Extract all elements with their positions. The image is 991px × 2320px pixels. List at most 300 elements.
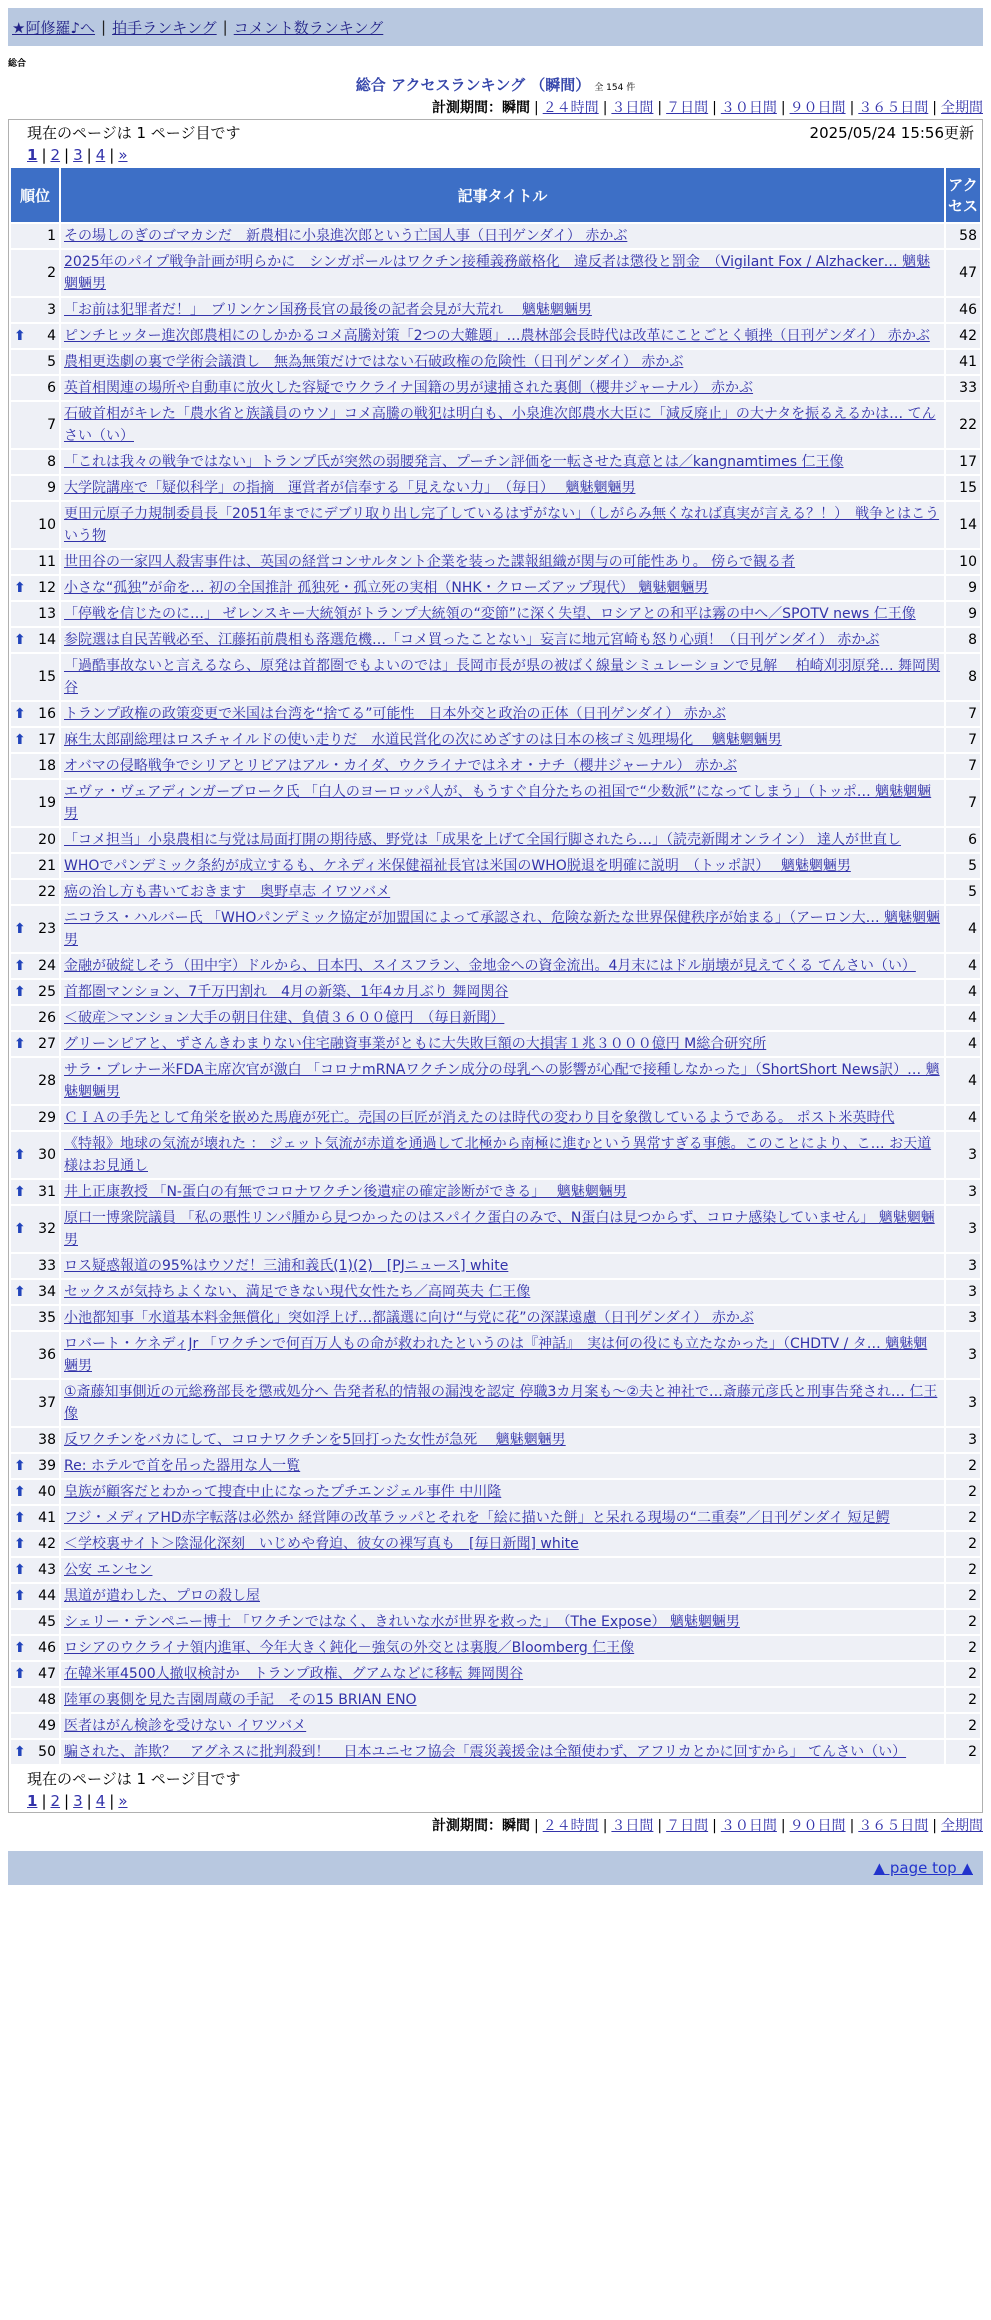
rank-cell bbox=[11, 828, 59, 852]
pager-page-3[interactable]: 3 bbox=[73, 1792, 83, 1810]
table-row bbox=[11, 1380, 980, 1426]
article-link[interactable]: WHOでパンデミック条約が成立するも、ケネディ米保健福祉長官は米国のWHO脱退を明確に説明 （トッポ訳） 魑魅魍魎男 bbox=[64, 858, 851, 874]
rank-number: 23 bbox=[38, 921, 56, 937]
rank-cell bbox=[11, 502, 59, 548]
access-count: 5 bbox=[946, 854, 980, 878]
table-row bbox=[11, 1006, 980, 1030]
access-count: 7 bbox=[946, 780, 980, 826]
rank-cell bbox=[11, 1380, 59, 1426]
rank-number: 36 bbox=[38, 1347, 56, 1363]
nav-link-asyura[interactable]: ★阿修羅♪へ bbox=[12, 18, 96, 37]
title-cell bbox=[61, 402, 944, 448]
article-link[interactable]: ニコラス・ハルバー氏 「WHOパンデミック協定が加盟国によって承認され、危険な新たな世界保健秩序が始まる」（アーロン大… 魑魅魍魎男 bbox=[64, 910, 941, 948]
pager-separator: | bbox=[64, 1792, 70, 1810]
title-cell bbox=[61, 502, 944, 548]
rank-cell bbox=[11, 350, 59, 374]
title-cell bbox=[61, 1380, 944, 1426]
title-cell bbox=[61, 1006, 944, 1030]
pager-next[interactable]: » bbox=[118, 146, 128, 164]
article-link[interactable]: オバマの侵略戦争でシリアとリビアはアル・カイダ、ウクライナではネオ・ナチ（櫻井ジャーナル） 赤かぶ bbox=[64, 758, 737, 774]
rank-cell bbox=[11, 1206, 59, 1252]
access-count: 2 bbox=[946, 1688, 980, 1712]
rank-number: 24 bbox=[38, 958, 56, 974]
table-row bbox=[11, 1610, 980, 1634]
table-row bbox=[11, 1636, 980, 1660]
title-cell bbox=[61, 1688, 944, 1712]
table-row bbox=[11, 1254, 980, 1278]
article-link[interactable]: 「お前は犯罪者だ！」 ブリンケン国務長官の最後の記者会見が大荒れ 魑魅魍魎男 bbox=[64, 302, 592, 318]
period-option[interactable]: ３６５日間 bbox=[858, 100, 929, 116]
table-row bbox=[11, 1558, 980, 1582]
title-cell bbox=[61, 780, 944, 826]
rank-cell bbox=[11, 550, 59, 574]
title-cell bbox=[61, 1532, 944, 1556]
article-link[interactable]: 2025年のパイプ戦争計画が明らかに シンガポールはワクチン接種義務厳格化 違反者は懲役と罰金 （Vigilant Fox / Alzhacker… 魑魅魍魎男 bbox=[64, 254, 931, 292]
article-link[interactable]: サラ・ブレナー米FDA主席次官が激白 「コロナmRNAワクチン成分の母乳への影響が心配で接種しなかった」（ShortShort News訳）… 魑魅魍魎男 bbox=[64, 1062, 940, 1100]
title-cell bbox=[61, 350, 944, 374]
period-separator: | bbox=[780, 100, 786, 116]
rank-cell bbox=[11, 224, 59, 248]
title-cell bbox=[61, 1740, 944, 1764]
table-row bbox=[11, 906, 980, 952]
rank-number: 49 bbox=[38, 1718, 56, 1734]
page-top-link[interactable]: ▲ page top ▲ bbox=[873, 1859, 973, 1877]
pager-page-2[interactable]: 2 bbox=[50, 146, 61, 164]
rank-cell bbox=[11, 576, 59, 600]
title-cell bbox=[61, 1506, 944, 1530]
table-row bbox=[11, 376, 980, 400]
article-link[interactable]: ロス疑惑報道の95%はウソだ！三浦和義氏(1)(2) [PJニュース] white bbox=[64, 1258, 509, 1274]
period-option[interactable]: ３０日間 bbox=[720, 1818, 777, 1834]
article-link[interactable]: 医者はがん検診を受けない イワツバメ bbox=[64, 1718, 307, 1734]
article-link[interactable]: ＜破産＞マンション大手の朝日住建、負債３６００億円 （毎日新聞） bbox=[64, 1010, 505, 1026]
rank-cell bbox=[11, 954, 59, 978]
access-count: 2 bbox=[946, 1480, 980, 1504]
title-cell bbox=[61, 450, 944, 474]
article-link[interactable]: 石破首相がキレた「農水省と族議員のウソ」コメ高騰の戦犯は明白も、小泉進次郎農水大臣に「減反廃止」の大ナタを振るえるかは… てんさい（い） bbox=[64, 406, 936, 444]
rank-number: 12 bbox=[38, 580, 56, 596]
article-link[interactable]: ロシアのウクライナ領内進軍、今年大きく鈍化－強気の外交とは裏腹／Bloomberg 仁王像 bbox=[64, 1640, 635, 1656]
period-option[interactable]: ３日間 bbox=[611, 100, 654, 116]
rank-number: 34 bbox=[38, 1284, 56, 1300]
up-arrow-icon: ⬆ bbox=[14, 1284, 26, 1300]
article-link[interactable]: ①斎藤知事側近の元総務部長を懲戒処分へ 告発者私的情報の漏洩を認定 停職3カ月案も～②夫と神社で…斎藤元彦氏と刑事告発され… 仁王像 bbox=[64, 1384, 938, 1422]
rank-number: 37 bbox=[38, 1395, 56, 1411]
period-separator: | bbox=[533, 100, 539, 116]
title-cell bbox=[61, 1454, 944, 1478]
rank-number: 47 bbox=[38, 1666, 56, 1682]
rank-cell bbox=[11, 1428, 59, 1452]
pager-page-1[interactable]: 1 bbox=[27, 1792, 38, 1810]
period-option[interactable]: ２４時間 bbox=[542, 1818, 599, 1834]
period-separator: | bbox=[932, 100, 937, 116]
pager-page-4[interactable]: 4 bbox=[95, 146, 106, 164]
access-count: 3 bbox=[946, 1280, 980, 1304]
period-option[interactable]: ７日間 bbox=[666, 100, 709, 116]
access-count: 3 bbox=[946, 1132, 980, 1178]
article-link[interactable]: エヴァ・ヴェアディンガーブローク氏 「白人のヨーロッパ人が、もうすぐ自分たちの祖国で“少数派”になってしまう」（トッポ… 魑魅魍魎男 bbox=[64, 784, 932, 822]
rank-number: 45 bbox=[38, 1614, 56, 1630]
access-count: 2 bbox=[946, 1740, 980, 1764]
table-row bbox=[11, 702, 980, 726]
access-count: 8 bbox=[946, 654, 980, 700]
nav-separator: | bbox=[222, 18, 228, 36]
up-arrow-icon: ⬆ bbox=[14, 1221, 26, 1237]
pager-page-4[interactable]: 4 bbox=[95, 1792, 106, 1810]
up-arrow-icon: ⬆ bbox=[14, 732, 26, 748]
period-separator: | bbox=[780, 1818, 786, 1834]
article-link[interactable]: 更田元原子力規制委員長「2051年までにデブリ取り出し完了しているはずがない」（しがらみ無くなれば真実が言える？！） 戦争とはこういう物 bbox=[64, 506, 940, 544]
period-option[interactable]: ３６５日間 bbox=[858, 1818, 929, 1834]
rank-cell bbox=[11, 1480, 59, 1504]
period-option[interactable]: ９０日間 bbox=[789, 1818, 846, 1834]
title-cell bbox=[61, 250, 944, 296]
title-cell bbox=[61, 1254, 944, 1278]
rank-cell bbox=[11, 780, 59, 826]
table-row bbox=[11, 224, 980, 248]
rank-number: 28 bbox=[38, 1073, 56, 1089]
access-count: 4 bbox=[946, 906, 980, 952]
pager-separator: | bbox=[86, 1792, 92, 1810]
rank-number: 32 bbox=[38, 1221, 56, 1237]
up-arrow-icon: ⬆ bbox=[14, 1536, 26, 1552]
up-arrow-icon: ⬆ bbox=[14, 1744, 26, 1760]
pagination-bottom bbox=[9, 1790, 982, 1812]
rank-number: 39 bbox=[38, 1458, 56, 1474]
up-arrow-icon: ⬆ bbox=[14, 1510, 26, 1526]
rank-number: 25 bbox=[38, 984, 56, 1000]
rank-number: 8 bbox=[47, 454, 56, 470]
title-cell bbox=[61, 224, 944, 248]
article-link[interactable]: 小さな“孤独”が命を… 初の全国推計 孤独死・孤立死の実相（NHK・クローズアップ現代） 魑魅魍魎男 bbox=[64, 580, 709, 596]
table-row bbox=[11, 576, 980, 600]
rank-number: 10 bbox=[38, 517, 56, 533]
rank-cell bbox=[11, 1688, 59, 1712]
ranking-table bbox=[9, 166, 982, 1766]
up-arrow-icon: ⬆ bbox=[14, 1036, 26, 1052]
article-link[interactable]: グリーンピアと、ずさんきわまりない住宅融資事業がともに大失敗巨額の大損害１兆３０００億円 M総合研究所 bbox=[64, 1036, 767, 1052]
table-row bbox=[11, 654, 980, 700]
access-count: 8 bbox=[946, 628, 980, 652]
rank-number: 27 bbox=[38, 1036, 56, 1052]
title-cell bbox=[61, 1584, 944, 1608]
pager-page-1[interactable]: 1 bbox=[27, 146, 38, 164]
access-count: 2 bbox=[946, 1636, 980, 1660]
period-option[interactable]: ７日間 bbox=[666, 1818, 709, 1834]
period-separator: | bbox=[712, 1818, 717, 1834]
access-count: 2 bbox=[946, 1506, 980, 1530]
rank-cell bbox=[11, 450, 59, 474]
article-link[interactable]: 陸軍の裏側を見た吉園周蔵の手記 その15 BRIAN ENO bbox=[64, 1692, 417, 1708]
table-row bbox=[11, 1532, 980, 1556]
article-link[interactable]: 「停戦を信じたのに…」 ゼレンスキー大統領がトランプ大統領の“変節”に深く失望、ロシアとの和平は霧の中へ／SPOTV news 仁王像 bbox=[64, 606, 916, 622]
access-count: 33 bbox=[946, 376, 980, 400]
table-row bbox=[11, 1662, 980, 1686]
table-row bbox=[11, 550, 980, 574]
article-link[interactable]: 「これは我々の戦争ではない」トランプ氏が突然の弱腰発言、プーチン評価を一転させた真意とは／kangnamtimes 仁王像 bbox=[64, 454, 844, 470]
access-count: 6 bbox=[946, 828, 980, 852]
pagination-top bbox=[9, 144, 982, 166]
access-count: 4 bbox=[946, 1006, 980, 1030]
period-separator: | bbox=[533, 1818, 539, 1834]
rank-cell bbox=[11, 298, 59, 322]
article-link[interactable]: 原口一博衆院議員 「私の悪性リンパ腫から見つかったのはスパイク蛋白のみで、N蛋白は見つからず、コロナ感染していません」 魑魅魍魎男 bbox=[64, 1210, 935, 1248]
title-cell bbox=[61, 1714, 944, 1738]
article-link[interactable]: 皇族が顧客だとわかって捜査中止になったプチエンジェル事件 中川隆 bbox=[64, 1484, 502, 1500]
rank-cell bbox=[11, 1532, 59, 1556]
rank-number: 14 bbox=[38, 632, 56, 648]
access-count: 3 bbox=[946, 1254, 980, 1278]
up-arrow-icon: ⬆ bbox=[14, 328, 26, 344]
up-arrow-icon: ⬆ bbox=[14, 1562, 26, 1578]
rank-cell bbox=[11, 376, 59, 400]
ranking-box bbox=[8, 119, 983, 1813]
article-link[interactable]: フジ・メディアHD赤字転落は必然か 経営陣の改革ラッパとそれを「絵に描いた餅」と呆れる現場の“二重奏”／日刊ゲンダイ 短足鰐 bbox=[64, 1510, 890, 1526]
table-row bbox=[11, 1180, 980, 1204]
title-cell bbox=[61, 1106, 944, 1130]
article-link[interactable]: 反ワクチンをバカにして、コロナワクチンを5回打った女性が急死 魑魅魍魎男 bbox=[64, 1432, 566, 1448]
table-row bbox=[11, 828, 980, 852]
pager-next[interactable]: » bbox=[118, 1792, 128, 1810]
period-separator: | bbox=[932, 1818, 937, 1834]
rank-cell bbox=[11, 1180, 59, 1204]
access-count: 7 bbox=[946, 728, 980, 752]
article-link[interactable]: Re: ホテルで首を吊った器用な人一覧 bbox=[64, 1458, 301, 1474]
period-option[interactable]: 全期間 bbox=[941, 1818, 983, 1834]
table-row bbox=[11, 954, 980, 978]
pager-page-3[interactable]: 3 bbox=[73, 146, 83, 164]
table-row bbox=[11, 854, 980, 878]
page-title bbox=[0, 74, 991, 95]
table-row bbox=[11, 980, 980, 1004]
rank-number: 16 bbox=[38, 706, 56, 722]
article-link[interactable]: トランプ政権の政策変更で米国は台湾を“捨てる”可能性 日本外交と政治の正体（日刊ゲンダイ） 赤かぶ bbox=[64, 706, 726, 722]
rank-cell bbox=[11, 1058, 59, 1104]
access-count: 9 bbox=[946, 576, 980, 600]
rank-cell bbox=[11, 1558, 59, 1582]
period-label: 計測期間： bbox=[431, 100, 502, 116]
rank-number: 33 bbox=[38, 1258, 56, 1274]
rank-cell bbox=[11, 628, 59, 652]
rank-cell bbox=[11, 1506, 59, 1530]
article-link[interactable]: 公安 エンセン bbox=[64, 1562, 153, 1578]
article-link[interactable]: 参院選は自民苦戦必至、江藤拓前農相も落選危機…「コメ買ったことない」妄言に地元宮崎も怒り心頭！（日刊ゲンダイ） 赤かぶ bbox=[64, 632, 880, 648]
access-count: 15 bbox=[946, 476, 980, 500]
access-count: 3 bbox=[946, 1206, 980, 1252]
rank-cell bbox=[11, 602, 59, 626]
access-count: 2 bbox=[946, 1714, 980, 1738]
rank-number: 6 bbox=[47, 380, 56, 396]
article-link[interactable]: 「コメ担当」小泉農相に与党は局面打開の期待感、野党は「成果を上げて全国行脚されたら…」（読売新聞オンライン） 達人が世直し bbox=[64, 832, 902, 848]
pager-separator: | bbox=[64, 146, 70, 164]
rank-number: 19 bbox=[38, 795, 56, 811]
period-separator: | bbox=[657, 100, 663, 116]
table-row bbox=[11, 628, 980, 652]
rank-number: 22 bbox=[38, 884, 56, 900]
title-cell bbox=[61, 1610, 944, 1634]
table-row bbox=[11, 502, 980, 548]
access-count: 2 bbox=[946, 1558, 980, 1582]
rank-cell bbox=[11, 754, 59, 778]
access-count: 47 bbox=[946, 250, 980, 296]
title-cell bbox=[61, 1662, 944, 1686]
rank-cell bbox=[11, 1132, 59, 1178]
period-separator: | bbox=[712, 100, 717, 116]
title-cell bbox=[61, 754, 944, 778]
table-row bbox=[11, 1032, 980, 1056]
rank-number: 17 bbox=[38, 732, 56, 748]
table-row bbox=[11, 1740, 980, 1764]
access-count: 3 bbox=[946, 1306, 980, 1330]
access-count: 22 bbox=[946, 402, 980, 448]
up-arrow-icon: ⬆ bbox=[14, 958, 26, 974]
title-cell bbox=[61, 324, 944, 348]
article-link[interactable]: ピンチヒッター進次郎農相にのしかかるコメ高騰対策「2つの大難題」…農林部会長時代は改革にことごとく頓挫（日刊ゲンダイ） 赤かぶ bbox=[64, 328, 930, 344]
rank-number: 11 bbox=[38, 554, 56, 570]
access-count: 4 bbox=[946, 1106, 980, 1130]
period-option[interactable]: ３日間 bbox=[611, 1818, 654, 1834]
table-row bbox=[11, 1132, 980, 1178]
rank-number: 18 bbox=[38, 758, 56, 774]
rank-number: 30 bbox=[38, 1147, 56, 1163]
up-arrow-icon: ⬆ bbox=[14, 706, 26, 722]
table-row bbox=[11, 1058, 980, 1104]
table-row bbox=[11, 754, 980, 778]
bottom-bar bbox=[8, 1851, 983, 1885]
table-row bbox=[11, 880, 980, 904]
article-link[interactable]: ＣＩＡの手先として角栄を嵌めた馬鹿が死亡。売国の巨匠が消えたのは時代の変わり目を象徴しているようである。 ポスト米英時代 bbox=[64, 1110, 895, 1126]
title-cell bbox=[61, 854, 944, 878]
rank-number: 4 bbox=[47, 328, 56, 344]
rank-cell bbox=[11, 702, 59, 726]
rank-cell bbox=[11, 1714, 59, 1738]
rank-cell bbox=[11, 1106, 59, 1130]
access-count: 2 bbox=[946, 1454, 980, 1478]
up-arrow-icon: ⬆ bbox=[14, 632, 26, 648]
table-row bbox=[11, 324, 980, 348]
article-link[interactable]: 騙された、詐欺？ アグネスに批判殺到！ 日本ユニセフ協会「震災義援金は全額使わず、アフリカとかに回すから」 てんさい（い） bbox=[64, 1744, 907, 1760]
period-separator: | bbox=[849, 100, 855, 116]
access-count: 2 bbox=[946, 1532, 980, 1556]
period-separator: | bbox=[657, 1818, 663, 1834]
rank-cell bbox=[11, 1032, 59, 1056]
table-row bbox=[11, 780, 980, 826]
nav-link-clap-ranking[interactable]: 拍手ランキング bbox=[112, 18, 217, 37]
rank-number: 20 bbox=[38, 832, 56, 848]
article-link[interactable]: 《特報》地球の気流が壊れた ： ジェット気流が赤道を通過して北極から南極に進むという異常すぎる事態。このことにより、こ… お天道様はお見通し bbox=[64, 1136, 932, 1174]
rank-number: 9 bbox=[47, 480, 56, 496]
article-link[interactable]: 黒道が遣わした、プロの殺し屋 bbox=[64, 1588, 260, 1604]
access-count: 4 bbox=[946, 1032, 980, 1056]
table-row bbox=[11, 1584, 980, 1608]
period-selector-bottom bbox=[0, 1815, 983, 1837]
page-title-text: 総合 アクセスランキング （瞬間） bbox=[355, 76, 591, 94]
access-count: 42 bbox=[946, 324, 980, 348]
rank-number: 21 bbox=[38, 858, 56, 874]
nav-link-comment-ranking[interactable]: コメント数ランキング bbox=[233, 18, 384, 37]
title-cell bbox=[61, 576, 944, 600]
pager-separator: | bbox=[109, 1792, 115, 1810]
rank-number: 48 bbox=[38, 1692, 56, 1708]
table-row bbox=[11, 1106, 980, 1130]
access-count: 4 bbox=[946, 954, 980, 978]
article-link[interactable]: 小池都知事「水道基本料金無償化」突如浮上げ…都議選に向け“与党に花”の深謀遠慮（日刊ゲンダイ） 赤かぶ bbox=[64, 1310, 754, 1326]
access-count: 2 bbox=[946, 1662, 980, 1686]
access-count: 4 bbox=[946, 980, 980, 1004]
rank-cell bbox=[11, 250, 59, 296]
table-row bbox=[11, 1280, 980, 1304]
article-link[interactable]: 大学院講座で「疑似科学」の指摘 運営者が信奉する「見えない力」 （毎日） 魑魅魍魎男 bbox=[64, 480, 636, 496]
article-link[interactable]: 在韓米軍4500人撤収検討か トランプ政権、グアムなどに移転 舞岡関谷 bbox=[64, 1666, 524, 1682]
up-arrow-icon: ⬆ bbox=[14, 1588, 26, 1604]
category-label: 総合 bbox=[8, 59, 27, 69]
title-cell bbox=[61, 1180, 944, 1204]
pager-separator: | bbox=[41, 146, 47, 164]
table-row bbox=[11, 1454, 980, 1478]
period-option: 瞬間 bbox=[501, 1818, 530, 1834]
table-row bbox=[11, 476, 980, 500]
access-count: 7 bbox=[946, 702, 980, 726]
top-nav-bar bbox=[8, 8, 983, 46]
article-link[interactable]: その場しのぎのゴマカシだ 新農相に小泉進次郎という亡国人事（日刊ゲンダイ） 赤かぶ bbox=[64, 228, 628, 244]
rank-number: 3 bbox=[47, 302, 56, 318]
current-page-info: 現在のページは 1 ページ目です bbox=[27, 124, 241, 142]
table-row bbox=[11, 250, 980, 296]
rank-cell bbox=[11, 1454, 59, 1478]
article-link[interactable]: セックスが気持ちよくない、満足できない現代女性たち／高岡英夫 仁王像 bbox=[64, 1284, 531, 1300]
rank-number: 46 bbox=[38, 1640, 56, 1656]
article-link[interactable]: ロバート・ケネディJr 「ワクチンで何百万人もの命が救われたというのは『神話』 実は何の役にも立たなかった」（CHDTV / タ… 魑魅魍魎男 bbox=[64, 1336, 928, 1374]
access-count: 3 bbox=[946, 1380, 980, 1426]
rank-number: 50 bbox=[38, 1744, 56, 1760]
rank-cell bbox=[11, 980, 59, 1004]
article-link[interactable]: シェリー・テンペニー博士 「ワクチンではなく、きれいな水が世界を救った」 （The Expose） 魑魅魍魎男 bbox=[64, 1614, 740, 1630]
up-arrow-icon: ⬆ bbox=[14, 1484, 26, 1500]
period-option[interactable]: 全期間 bbox=[941, 100, 983, 116]
table-row bbox=[11, 1306, 980, 1330]
rank-cell bbox=[11, 476, 59, 500]
article-link[interactable]: 世田谷の一家四人殺害事件は、英国の経営コンサルタント企業を装った諜報組織が関与の可能性あり。 傍らで観る者 bbox=[64, 554, 796, 570]
article-link[interactable]: ＜学校裏サイト＞陰湿化深刻 いじめや脅迫、彼女の裸写真も [毎日新聞] white bbox=[64, 1536, 579, 1552]
period-option[interactable]: ２４時間 bbox=[542, 100, 599, 116]
pager-separator: | bbox=[41, 1792, 47, 1810]
rank-number: 42 bbox=[38, 1536, 56, 1552]
period-option: 瞬間 bbox=[501, 100, 530, 116]
article-link[interactable]: 首都圏マンション、7千万円割れ 4月の新築、1年4カ月ぶり 舞岡関谷 bbox=[64, 984, 509, 1000]
rank-number: 40 bbox=[38, 1484, 56, 1500]
access-count: 3 bbox=[946, 1180, 980, 1204]
access-count: 41 bbox=[946, 350, 980, 374]
pager-page-2[interactable]: 2 bbox=[50, 1792, 61, 1810]
rank-number: 2 bbox=[47, 265, 56, 281]
rank-number: 13 bbox=[38, 606, 56, 622]
period-option[interactable]: ９０日間 bbox=[789, 100, 846, 116]
article-link[interactable]: 癌の治し方も書いておきます 奥野卓志 イワツバメ bbox=[64, 884, 391, 900]
article-link[interactable]: 農相更迭劇の裏で学術会議潰し 無為無策だけではない石破政権の危険性（日刊ゲンダイ） 赤かぶ bbox=[64, 354, 684, 370]
article-link[interactable]: 金融が破綻しそう（田中宇）ドルから、日本円、スイスフラン、金地金への資金流出。4月末にはドル崩壊が見えてくる てんさい（い） bbox=[64, 958, 916, 974]
table-row bbox=[11, 1332, 980, 1378]
article-link[interactable]: 「過酷事故ないと言えるなら、原発は首都圏でもよいのでは」長岡市長が県の被ばく線量シミュレーションで見解 柏崎刈羽原発… 舞岡関谷 bbox=[64, 658, 941, 696]
rank-cell bbox=[11, 1740, 59, 1764]
article-link[interactable]: 井上正康教授 「N-蛋白の有無でコロナワクチン後遺症の確定診断ができる」 魑魅魍魎男 bbox=[64, 1184, 627, 1200]
period-option[interactable]: ３０日間 bbox=[720, 100, 777, 116]
rank-cell bbox=[11, 1306, 59, 1330]
rank-number: 41 bbox=[38, 1510, 56, 1526]
article-link[interactable]: 麻生太郎副総理はロスチャイルドの使い走りだ 水道民営化の次にめざすのは日本の核ゴミ処理場化 魑魅魍魎男 bbox=[64, 732, 782, 748]
title-cell bbox=[61, 1058, 944, 1104]
nav-separator: | bbox=[101, 18, 107, 36]
article-link[interactable]: 英首相関連の場所や自動車に放火した容疑でウクライナ国籍の男が逮捕された裏側（櫻井ジャーナル） 赤かぶ bbox=[64, 380, 754, 396]
